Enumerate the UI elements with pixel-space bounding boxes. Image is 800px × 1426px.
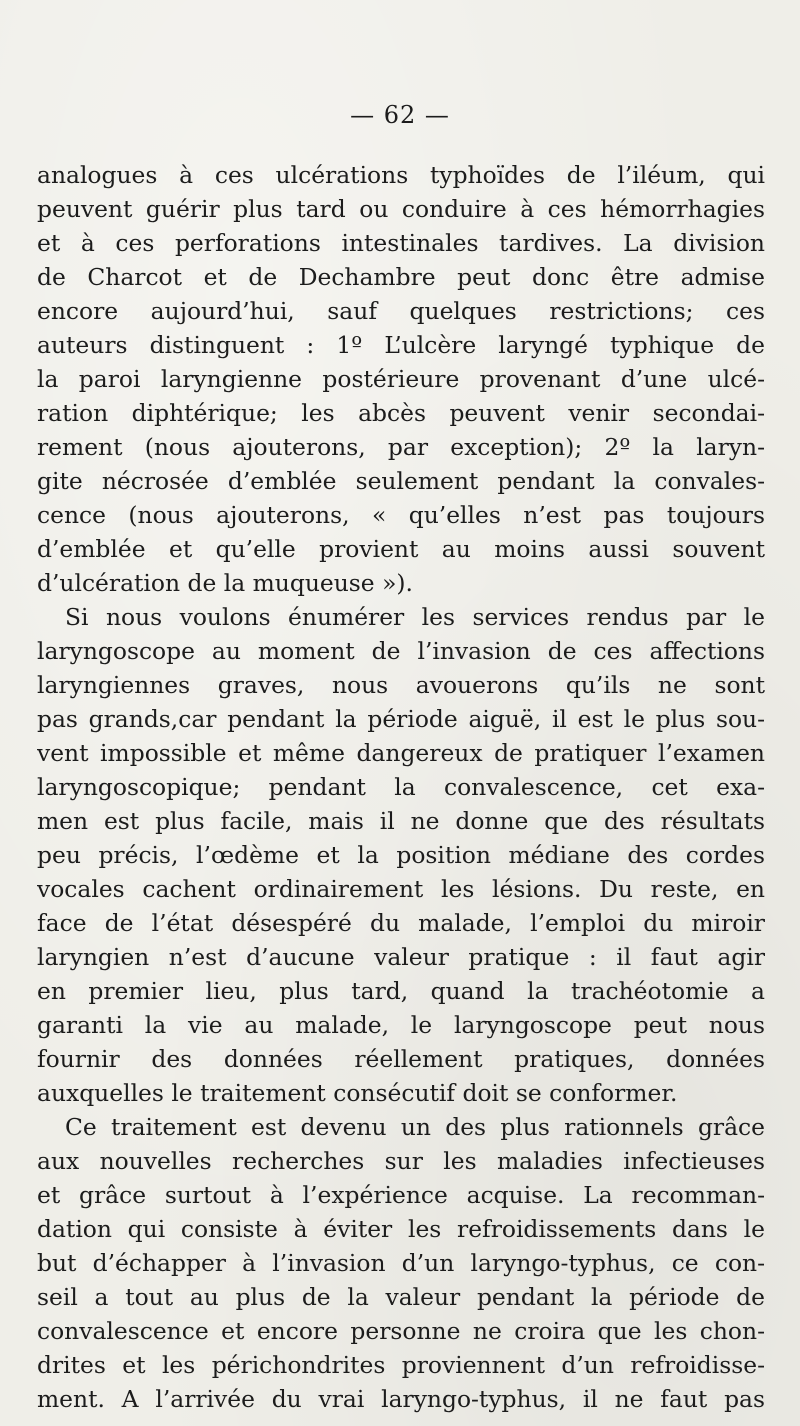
text-line: vent impossible et même dangereux de pratiquer l’examen [37,739,765,767]
text-line: ration diphtérique; les abcès peuvent venir secondai- [37,399,765,427]
text-line: convalescence et encore personne ne croira que les chon- [37,1317,765,1345]
text-line: rement (nous ajouterons, par exception); 2º la laryn- [37,433,765,461]
text-line: encore aujourd’hui, sauf quelques restrictions; ces [37,297,765,325]
text-line: aux nouvelles recherches sur les maladies infectieuses [37,1147,765,1175]
text-line: laryngoscope au moment de l’invasion de ces affections [37,637,765,665]
text-line: face de l’état désespéré du malade, l’emploi du miroir [37,909,765,937]
page-number: — 62 — [350,101,450,129]
text-line: garanti la vie au malade, le laryngoscope peut nous [37,1011,765,1039]
text-line: d’ulcération de la muqueuse »). [37,569,413,597]
text-line: peu précis, l’œdème et la position médiane des cordes [37,841,765,869]
paragraph [37,1110,765,1416]
text-line: pas grands,car pendant la période aiguë, il est le plus sou- [37,705,765,733]
text-line: Si nous voulons énumérer les services rendus par le [65,603,765,631]
text-line: seil a tout au plus de la valeur pendant la période de [37,1283,765,1311]
text-line: laryngoscopique; pendant la convalescence, cet exa- [37,773,765,801]
text-line: but d’échapper à l’invasion d’un laryngo-typhus, ce con- [37,1249,765,1277]
text-line: vocales cachent ordinairement les lésions. Du reste, en [37,875,765,903]
text-line: men est plus facile, mais il ne donne que des résultats [37,807,765,835]
text-line: cence (nous ajouterons, « qu’elles n’est pas toujours [37,501,765,529]
text-line: et grâce surtout à l’expérience acquise. La recomman- [37,1181,765,1209]
body-text [37,158,765,1416]
text-line: laryngien n’est d’aucune valeur pratique : il faut agir [37,943,765,971]
text-line: Ce traitement est devenu un des plus rationnels grâce [65,1113,765,1141]
text-line: auteurs distinguent : 1º L’ulcère laryngé typhique de [37,331,765,359]
text-line: drites et les périchondrites proviennent d’un refroidisse- [37,1351,765,1379]
text-line: peuvent guérir plus tard ou conduire à ces hémorrhagies [37,195,765,223]
text-line: dation qui consiste à éviter les refroidissements dans le [37,1215,765,1243]
text-line: et à ces perforations intestinales tardives. La division [37,229,765,257]
paragraph [37,600,765,1110]
text-line: de Charcot et de Dechambre peut donc être admise [37,263,765,291]
text-line: laryngiennes graves, nous avouerons qu’ils ne sont [37,671,765,699]
text-line: gite nécrosée d’emblée seulement pendant la convales- [37,467,765,495]
text-line: ment. A l’arrivée du vrai laryngo-typhus, il ne faut pas [37,1385,765,1413]
paragraph [37,158,765,600]
text-line: la paroi laryngienne postérieure provenant d’une ulcé- [37,365,765,393]
text-line: analogues à ces ulcérations typhoïdes de l’iléum, qui [37,161,765,189]
text-line: auxquelles le traitement consécutif doit se conformer. [37,1079,678,1107]
text-line: en premier lieu, plus tard, quand la trachéotomie a [37,977,765,1005]
text-line: fournir des données réellement pratiques, données [37,1045,765,1073]
text-line: d’emblée et qu’elle provient au moins aussi souvent [37,535,765,563]
